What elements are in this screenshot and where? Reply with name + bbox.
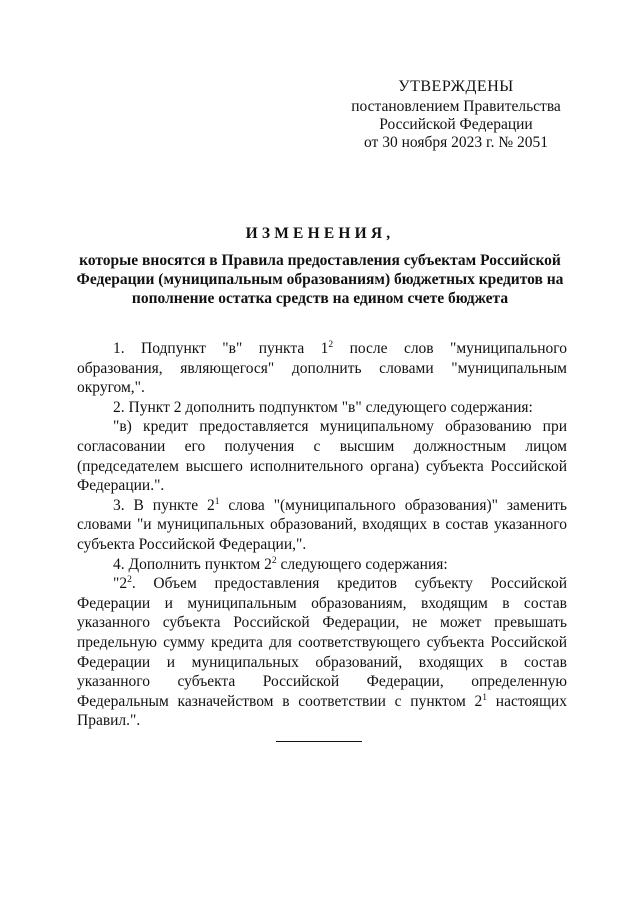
paragraph-1: 1. Подпункт "в" пункта $1^2$ после слов "муниципального образования, являющегося" дополнить словами "муниципальным округом,". <box>77 339 567 397</box>
paragraph-4-quote: "$2^2$. Объем предоставления кредитов субъекту Российской Федерации и муниципальным образованиям, входящим в состав указанного субъекта Российской Федерации, не может превышать предельную сумму кредита для соответствующего субъекта Российской Федерации и муниципальных образований, входящих в состав указанного субъекта Российской Федерации, определенную Федеральным казначейством в соответствии с пунктом $2^1$ настоящих Правил.". <box>77 574 567 730</box>
paragraph-2-quote: "в) кредит предоставляется муниципальному образованию при согласовании его получения с высшим должностным лицом (председателем высшего исполнительного органа) субъекта Российской Федерации.". <box>77 418 567 495</box>
paragraph-2: 2. Пункт 2 дополнить подпунктом "в" следующего содержания: <box>113 398 533 416</box>
document-heading <box>60 225 580 308</box>
approval-title: УТВЕРЖДЕНЫ <box>398 78 514 95</box>
approval-line-2: Российской Федерации <box>379 116 533 133</box>
approval-stamp <box>340 78 572 152</box>
document-subtitle: которые вносятся в Правила предоставления субъектам Российской Федерации (муниципальным образованиям) бюджетных кредитов на пополнение остатка средств на едином счете бюджета <box>76 252 564 307</box>
approval-line-1: постановлением Правительства <box>351 98 561 115</box>
paragraph-4: 4. Дополнить пунктом $2^2$ следующего содержания: <box>113 555 448 573</box>
document-body <box>77 339 567 731</box>
approval-line-3: от 30 ноября 2023 г. № 2051 <box>364 134 548 151</box>
paragraph-3: 3. В пункте $2^1$ слова "(муниципального образования)" заменить словами "и муниципальных образований, входящих в состав указанного субъекта Российской Федерации,". <box>77 496 567 553</box>
end-divider <box>276 741 362 742</box>
document-title: ИЗМЕНЕНИЯ, <box>245 225 395 242</box>
